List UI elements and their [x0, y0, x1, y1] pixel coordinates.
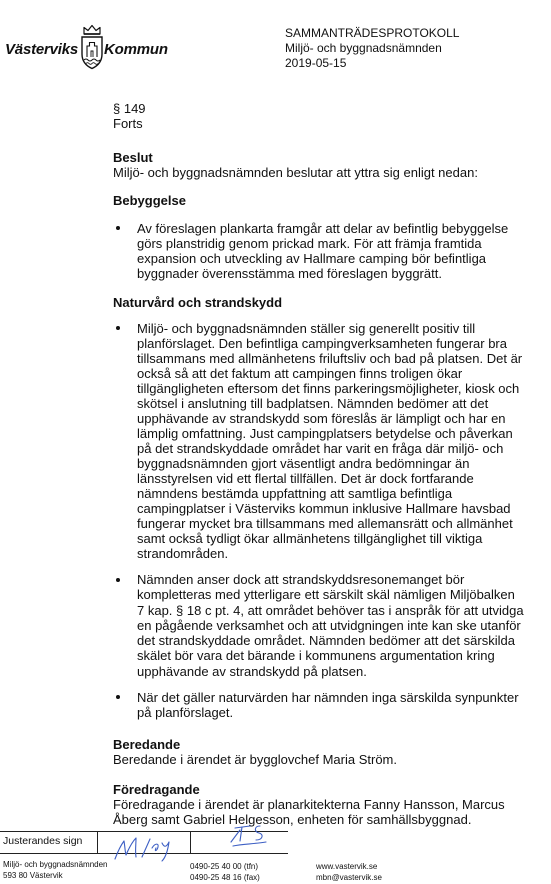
section-heading-naturvard: Naturvård och strandskydd: [113, 295, 283, 310]
footer-web: [316, 861, 382, 883]
bullet-text-line: När det gäller naturvärden har nämnden inga särskilda synpunkter: [137, 690, 519, 705]
bullet-text-line: fungerar mycket bra tillsammans med allemansrätt och allmänhet: [137, 516, 513, 531]
bullet-text-line: det strandskyddade området. Nämnden bedömer att det särskilda: [137, 633, 515, 649]
logo-wordmark-kommun: Kommun: [104, 41, 168, 58]
bullet-text-line: skälet bör vara det bärande i kommunens argumentation kring: [137, 648, 495, 664]
section-heading-bebyggelse: Bebyggelse: [113, 193, 186, 208]
bullet-text-line: en pågående verksamhet och att utvidgningen inte kan ske utanför: [137, 617, 521, 633]
bullet-icon: [116, 326, 120, 330]
decision-block: [113, 150, 478, 180]
bullet-item: [137, 321, 522, 561]
bullet-text-line: samt också tydligt ökar allmänhetens tillgänglighet till viktiga: [137, 531, 483, 546]
bullet-item: [137, 221, 508, 281]
bullet-text-line: också så att det faktum att campingen finns troligen ökar: [137, 366, 463, 381]
decision-text: Miljö- och byggnadsnämnden beslutar att yttra sig enligt nedan:: [113, 165, 478, 180]
bullet-text-line: planförslaget. Den befintliga campingverksamheten fungerar bra: [137, 336, 507, 351]
document-header: [285, 26, 459, 71]
signature-label: Justerandes sign: [3, 835, 83, 847]
section-heading-foredragande: Föredragande: [113, 782, 200, 797]
bullet-text-line: byggnader överensstämma med föreslagen byggrätt.: [137, 266, 442, 281]
bullet-text-line: campingplatser i Västerviks kommun inklusive Hallmare havsbad: [137, 501, 511, 516]
bullet-text-line: Nämnden anser dock att strandskyddsresonemanget bör: [137, 572, 465, 587]
bullet-text-line: skötsel i anslutning till badplatsen. Nämnden bedömer att det: [137, 396, 489, 411]
footer-website: www.vastervik.se: [316, 862, 378, 871]
bullet-item: [137, 572, 524, 679]
bullet-text-line: expansion och utveckling av Hallmare camping bör befintliga: [137, 251, 487, 266]
bullet-icon: [116, 226, 120, 230]
footer-phone: [190, 861, 260, 883]
paragraph-reference: [113, 101, 146, 131]
bullet-text-line: Miljö- och byggnadsnämnden ställer sig generellt positiv till: [137, 321, 476, 336]
bullet-text-line: kompletteras med ytterligare ett särskilt skäl nämligen Miljöbalken: [137, 587, 515, 603]
section-heading-beredande: Beredande: [113, 737, 181, 752]
paragraph-number: § 149: [113, 101, 146, 116]
bullet-text-line: 7 kap. § 18 c pt. 4, att området behöver tas i anspråk för att utvidga: [137, 602, 524, 618]
bullet-icon: [116, 695, 120, 699]
bullet-text-line: på planförslaget.: [137, 705, 234, 720]
handwritten-signature-1: [112, 833, 174, 863]
footer-address: [3, 859, 108, 881]
preparer-text: Beredande i ärendet är bygglovchef Maria Ström.: [113, 752, 397, 767]
committee-name: Miljö- och byggnadsnämnden: [285, 41, 442, 55]
preparer-block: [113, 737, 397, 767]
footer-phone-line: 0490-25 40 00 (tfn): [190, 862, 259, 871]
bullet-text-line: upphävande av strandskydd på platsen.: [137, 663, 367, 679]
table-divider: [97, 832, 98, 853]
presenter-text-line: Åberg samt Gabriel Helgesson, enheten för samhällsbyggnad.: [113, 812, 472, 827]
coat-of-arms-icon: [80, 24, 104, 70]
presenter-block: [113, 782, 505, 827]
municipality-logo: [4, 22, 176, 72]
bullet-text-line: görs planstridig genom prickad mark. För att främja framtida: [137, 236, 482, 251]
section-heading-beslut: Beslut: [113, 150, 153, 165]
bullet-text-line: tillgängligheten eftersom det finns parkeringsmöjligheter, kiosk och: [137, 381, 520, 396]
handwritten-signature-2: [228, 822, 270, 848]
bullet-text-line: Av föreslagen plankarta framgår att delar av befintlig bebyggelse: [137, 221, 509, 236]
meeting-date: 2019-05-15: [285, 56, 347, 70]
footer-address-line: 593 80 Västervik: [3, 871, 63, 880]
footer-email: mbn@vastervik.se: [316, 873, 382, 882]
bullet-text-line: lämplig omfattning. Just campingplatsers betydelse och påverkan: [137, 426, 513, 441]
table-divider: [190, 832, 191, 853]
bullet-text-line: upphävande av strandskydd som föreslås är lämpligt och har en: [137, 411, 506, 426]
bullet-text-line: nämndens bestämda uppfattning att samtliga befintliga: [137, 486, 453, 501]
bullet-text-line: länsstyrelsen vid ett flertal tillfällen. Det är dock fortfarande: [137, 471, 474, 486]
footer-fax-line: 0490-25 48 16 (fax): [190, 873, 260, 882]
paragraph-continued: Forts: [113, 116, 143, 131]
bullet-text-line: strandområden.: [137, 546, 229, 561]
bullet-text-line: byggnadsnämnden gjort väsentligt andra bedömningar än: [137, 456, 470, 471]
presenter-text-line: Föredragande i ärendet är planarkitekterna Fanny Hansson, Marcus: [113, 797, 505, 812]
bullet-item: [137, 690, 519, 720]
footer-address-line: Miljö- och byggnadsnämnden: [3, 860, 108, 869]
bullet-text-line: på det strandskyddade området har varit en fråga där miljö- och: [137, 441, 504, 456]
logo-wordmark-vasterviks: Västerviks: [5, 41, 79, 58]
document-type: SAMMANTRÄDESPROTOKOLL: [285, 26, 460, 40]
bullet-icon: [116, 578, 120, 582]
bullet-text-line: tillsammans med allmänhetens friluftsliv och bad på platsen. Det är: [137, 351, 523, 366]
